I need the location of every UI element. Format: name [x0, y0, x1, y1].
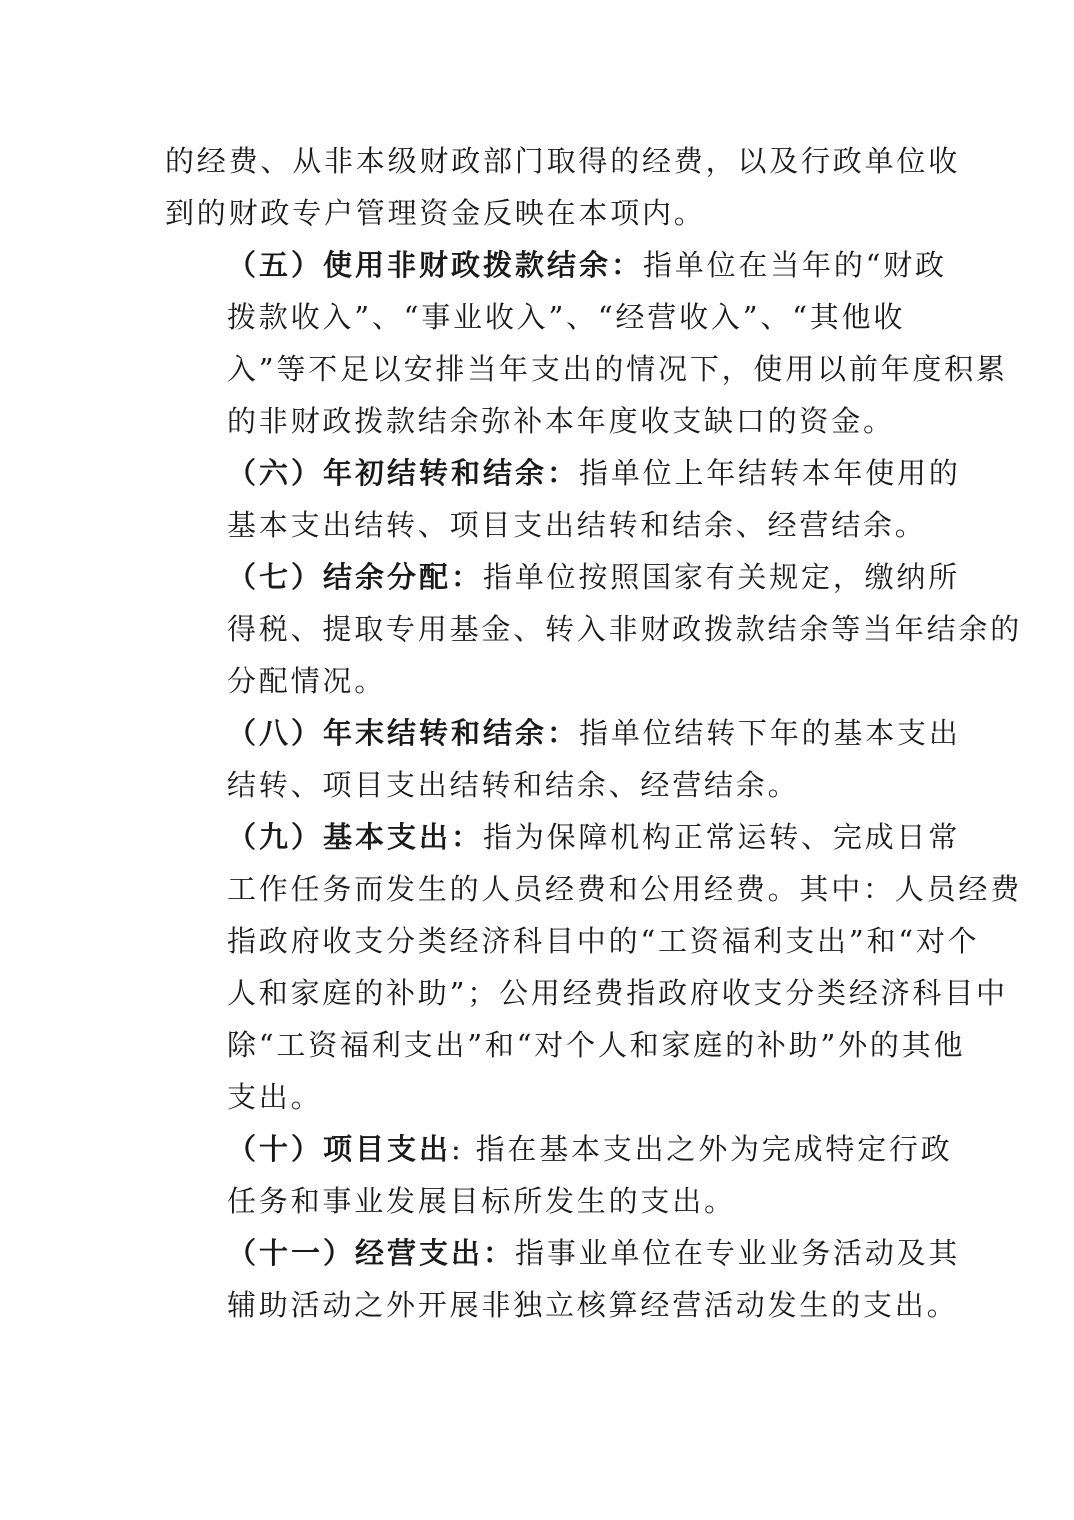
- paragraph-item-6: [165, 447, 961, 551]
- paragraph-line: 的非财政拨款结余弥补本年度收支缺口的资金。: [227, 404, 895, 438]
- paragraph-first-line: [165, 707, 961, 759]
- term-heading: （七）结余分配：: [227, 560, 484, 594]
- term-heading: （八）年末结转和结余：: [227, 716, 580, 750]
- paragraph-line: 任务和事业发展目标所发生的支出。: [227, 1184, 736, 1218]
- paragraph-line: 基本支出结转、项目支出结转和结余、经营结余。: [227, 508, 927, 542]
- term-heading: （五）使用非财政拨款结余：: [227, 248, 644, 282]
- paragraph-item-5: [165, 239, 1008, 447]
- paragraph-line: 辅助活动之外开展非独立核算经营活动发生的支出。: [227, 1288, 959, 1322]
- paragraph-text: 指单位在当年的“财政: [643, 248, 947, 282]
- paragraph-line: 人和家庭的补助”；公用经费指政府收支分类经济科目中: [227, 976, 1008, 1010]
- paragraph-line: 到的财政专户管理资金反映在本项内。: [165, 196, 706, 230]
- paragraph-line: 拨款收入”、“事业收入”、“经营收入”、“其他收: [227, 300, 906, 334]
- paragraph-intro: [165, 135, 961, 239]
- term-heading: （六）年初结转和结余：: [227, 456, 580, 490]
- document-page: [165, 135, 1023, 1331]
- paragraph-line: 支出。: [227, 1080, 323, 1114]
- paragraph-line: 分配情况。: [227, 664, 387, 698]
- paragraph-text: 指事业单位在专业业务活动及其: [515, 1236, 961, 1270]
- paragraph-item-8: [165, 707, 961, 811]
- term-heading: （九）基本支出：: [227, 820, 484, 854]
- paragraph-first-line: [165, 811, 961, 863]
- term-heading: （十）项目支出: [227, 1132, 452, 1166]
- paragraph-text: : 指在基本支出之外为完成特定行政: [451, 1132, 953, 1166]
- paragraph-item-10: [165, 1123, 953, 1227]
- paragraph-line: 工作任务而发生的人员经费和公用经费。其中：人员经费: [227, 872, 1023, 906]
- paragraph-item-9: [165, 811, 1023, 1123]
- paragraph-line: 得税、提取专用基金、转入非财政拨款结余等当年结余的: [227, 612, 1023, 646]
- paragraph-text: 指单位上年结转本年使用的: [579, 456, 961, 490]
- paragraph-line: 入”等不足以安排当年支出的情况下，使用以前年度积累: [227, 352, 1008, 386]
- paragraph-first-line: [165, 1227, 961, 1279]
- term-heading: （十一）经营支出：: [227, 1236, 516, 1270]
- paragraph-item-11: [165, 1227, 961, 1331]
- paragraph-text: 指单位按照国家有关规定，缴纳所: [483, 560, 961, 594]
- paragraph-first-line: [165, 1123, 953, 1175]
- paragraph-line: 的经费、从非本级财政部门取得的经费，以及行政单位收: [165, 144, 961, 178]
- paragraph-line: 结转、项目支出结转和结余、经营结余。: [227, 768, 800, 802]
- paragraph-first-line: [165, 239, 947, 291]
- paragraph-line: 指政府收支分类经济科目中的“工资福利支出”和“对个: [227, 924, 980, 958]
- paragraph-text: 指单位结转下年的基本支出: [579, 716, 961, 750]
- paragraph-line: 除“工资福利支出”和“对个人和家庭的补助”外的其他: [227, 1028, 966, 1062]
- paragraph-text: 指为保障机构正常运转、完成日常: [483, 820, 961, 854]
- paragraph-first-line: [165, 551, 961, 603]
- paragraph-first-line: [165, 447, 961, 499]
- paragraph-item-7: [165, 551, 1023, 707]
